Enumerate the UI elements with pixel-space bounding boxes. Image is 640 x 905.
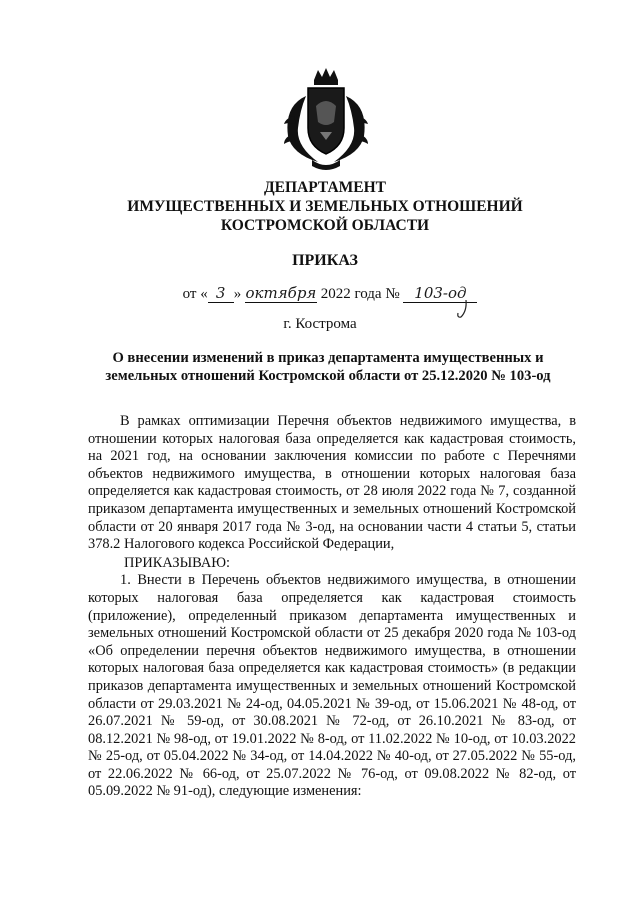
handwritten-day: 3 [208, 284, 234, 303]
department-heading [100, 178, 550, 235]
handwritten-month: октября [245, 284, 317, 302]
handwritten-order-number: 103-од [403, 284, 477, 303]
city-name: г. Кострома [283, 316, 357, 332]
date-quote-close: » [233, 286, 242, 302]
department-line-2: ИМУЩЕСТВЕННЫХ И ЗЕМЕЛЬНЫХ ОТНОШЕНИЙ [127, 198, 523, 215]
order-subject [78, 350, 578, 385]
department-line-1: ДЕПАРТАМЕНТ [263, 179, 387, 196]
subject-line-2: земельных отношений Костромской области от 25.12.2020 № 103-од [105, 367, 551, 384]
item-1-paragraph: 1. Внести в Перечень объектов недвижимого имущества, в отношении которых налоговая база определяется как кадастровая стоимость (приложение), определенный приказом департамента имущественных и земельных отношений Костромской области от 25 декабря 2020 года № 103-од «Об определении перечня объектов недвижимого имущества, в отношении которых налоговая база определяется как кадастровая стоимость» (в редакции приказов департамента имущественных и земельных отношений Костромской области от 29.03.2021 № 24-од, 04.05.2021 № 39-од, от 15.06.2021 № 48-од, от 26.07.2021 № 59-од, от 30.08.2021 № 72-од, от 26.10.2021 № 83-од, от 08.12.2021 № 98-од, от 19.01.2022 № 8-од, от 11.02.2022 № 10-од, от 10.03.2022 № 25-од, от 05.04.2022 № 34-од, от 14.04.2022 № 40-од, от 27.05.2022 № 55-од, от 22.06.2022 № 66-од, от 25.07.2022 № 76-од, от 09.08.2022 № 82-од, от 05.09.2022 № 91-од), следующие изменения: [88, 572, 576, 800]
date-year-text: 2022 года № [320, 286, 400, 302]
date-prefix: от « [182, 286, 208, 302]
subject-line-1: О внесении изменений в приказ департамента имущественных и [112, 350, 544, 366]
prikazyvayu-heading: ПРИКАЗЫВАЮ: [124, 554, 231, 571]
order-body [88, 413, 576, 801]
department-line-3: КОСТРОМСКОЙ ОБЛАСТИ [220, 217, 430, 234]
document-type-title: ПРИКАЗ [292, 252, 358, 269]
coat-of-arms-emblem [278, 66, 374, 174]
preamble-paragraph: В рамках оптимизации Перечня объектов недвижимого имущества, в отношении которых налоговая база определяется как кадастровая стоимость, на 2021 год, на основании заключения комиссии по работе с Перечнями объектов недвижимого имущества, в отношении которых налоговая база определяется как кадастровая стоимость, от 28 июля 2022 года № 7, созданной приказом департамента имущественных и земельных отношений Костромской области от 20 января 2017 года № 3-од, на основании части 4 статьи 5, статьи 378.2 Налогового кодекса Российской Федерации, [88, 413, 576, 553]
